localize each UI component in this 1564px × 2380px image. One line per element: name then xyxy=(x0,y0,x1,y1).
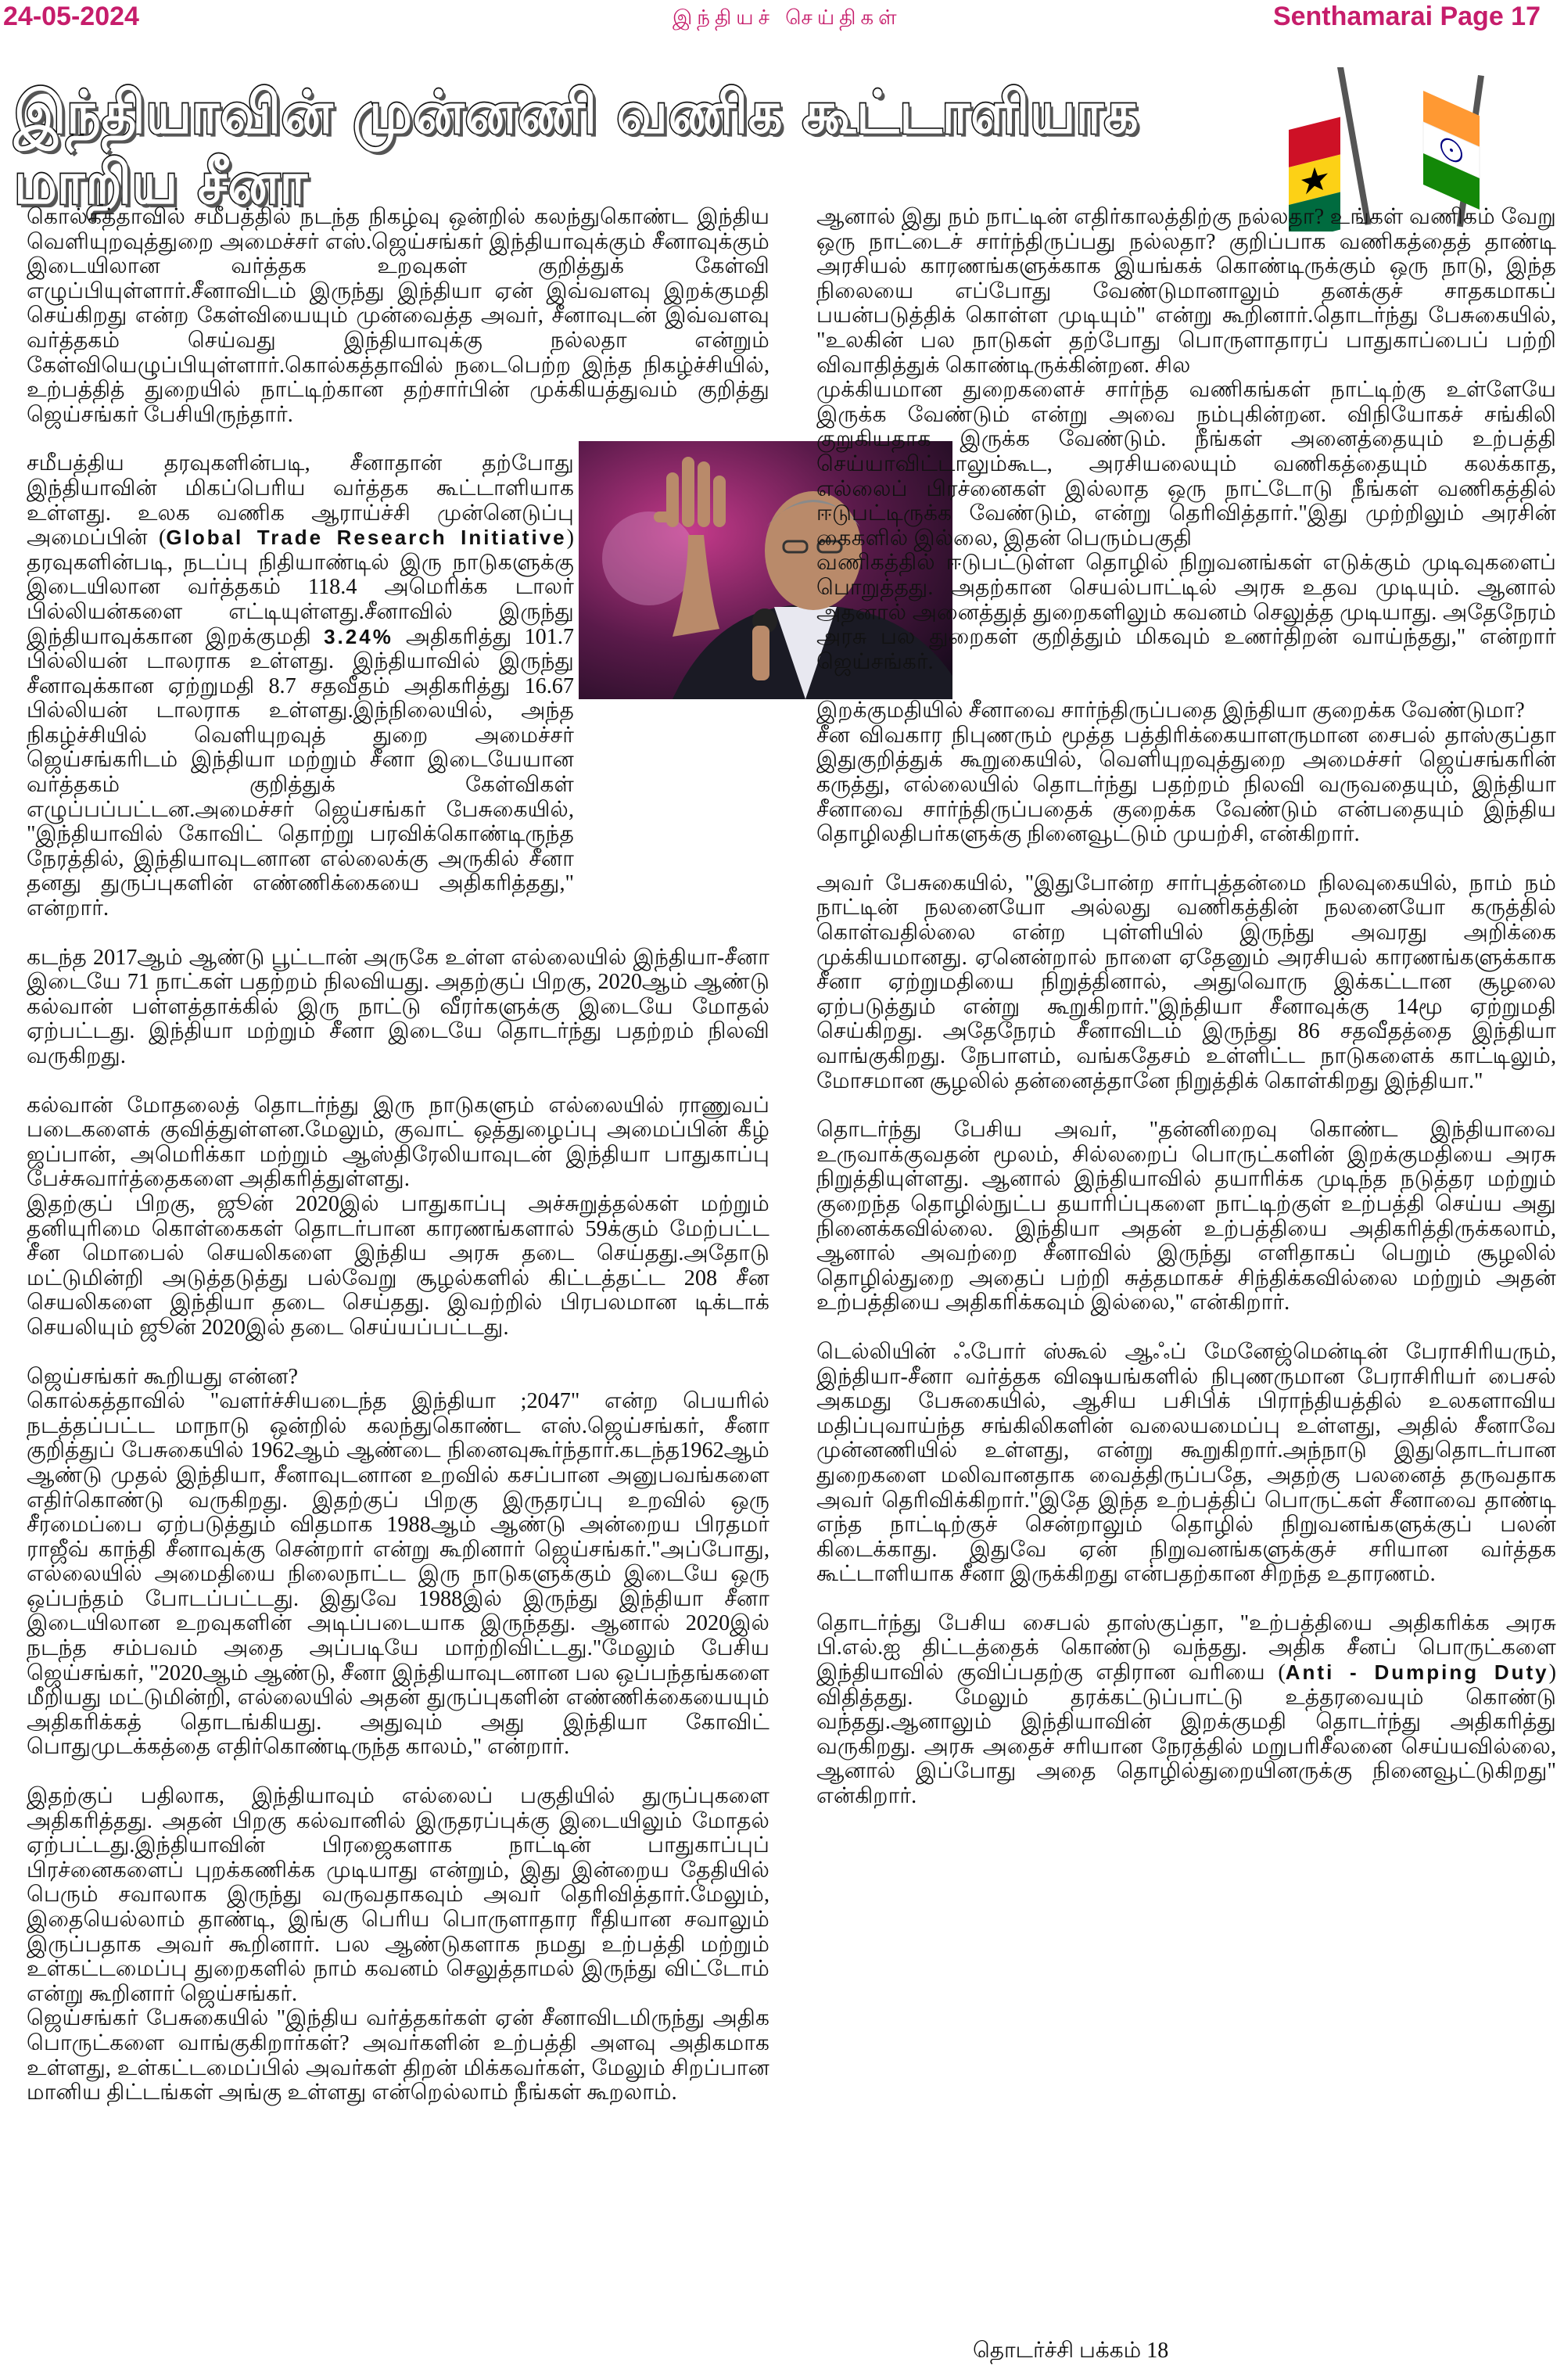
paragraph-text: கல்வான் மோதலைத் தொடர்ந்து இரு நாடுகளும் எல்லையில் ராணுவப் படைகளைக் குவித்துள்ளன.மேலும், குவாட் ஒத்துழைப்பு அமைப்பின் கீழ் ஜப்பான், அமெரிக்கா மற்றும் ஆஸ்திரேலியாவுடன் இந்தியா பாதுகாப்பு பேச்சுவார்த்தைகளை அதிகரித்துள்ளது. xyxy=(27,1093,769,1192)
paragraph-text: டெல்லியின் ஃபோர் ஸ்கூல் ஆஃப் மேனேஜ்மென்டின் பேராசிரியரும், இந்தியா-சீனா வர்த்தக விஷயங்களில் நிபுணருமான பேராசிரியர் பைசல் அகமது பேசுகையில், ஆசிய பசிபிக் பிராந்தியத்தில் உலகளாவிய மதிப்புவாய்ந்த சங்கிலிகளின் வலையமைப்பு உள்ளது, அதில் சீனாவே முன்னணியில் உள்ளது, என்று கூறுகிறார்.அந்நாடு இதுதொடர்பான துறைகளை மலிவானதாக வைத்திருப்பதே, அதற்கு பலனைத் தருவதாக அவர் தெரிவிக்கிறார்."இதே இந்த உற்பத்திப் பொருட்கள் சீனாவை தாண்டி எந்த நாட்டிற்குச் சென்றாலும் தொழில் நிறுவனங்களுக்குப் பலன் கிடைக்காது. இதுவே ஏன் நிறுவனங்களுக்குச் சரியான வர்த்தக கூட்டாளியாக சீனா இருக்கிறது என்பதற்கான சிறந்த உதாரணம். xyxy=(816,1339,1556,1587)
paragraph xyxy=(816,871,1556,1093)
anti-dumping-duty-term: Anti - Dumping Duty xyxy=(1285,1660,1549,1685)
section-title: இந்தியச் செய்திகள் xyxy=(673,6,902,30)
page-label: Senthamarai Page 17 xyxy=(1272,2,1541,31)
paragraph xyxy=(27,1784,769,2006)
paragraph xyxy=(816,551,1556,674)
import-growth-percent: 3.24% xyxy=(324,624,393,648)
page-header xyxy=(0,0,1564,36)
paragraph-text: அவர் பேசுகையில், "இதுபோன்ற சார்புத்தன்மை நிலவுகையில், நாம் நம் நாட்டின் நலனையோ அல்லது வணிகத்தின் நலனையோ கருத்தில் கொள்வதில்லை என்ற புள்ளியில் இருந்து அவரது அறிக்கை முக்கியமானது. ஏனென்றால் நாளை ஏதேனும் அரசியல் காரணங்களுக்காக சீனா ஏற்றுமதியை நிறுத்தினால், அதுவொரு இக்கட்டான சூழலை ஏற்படுத்தும் என்று கூறுகிறார்."இந்தியா சீனாவுக்கு 14மூ ஏற்றுமதி செய்கிறது. அதேநேரம் சீனாவிடம் இருந்து 86 சதவீதத்தை இந்தியா வாங்குகிறது. நேபாளம், வங்கதேசம் உள்ளிட்ட நாடுகளைக் காட்டிலும், மோசமான சூழலில் தன்னைத்தானே நிறுத்திக் கொள்கிறது இந்தியா." xyxy=(816,871,1556,1093)
paragraph xyxy=(816,723,1556,847)
paragraph-text: அதிகரித்து 101.7 பில்லியன் டாலராக உள்ளது. இந்தியாவில் இருந்து சீனாவுக்கான ஏற்றுமதி 8.7 சதவீதம் அதிகரித்து 16.67 பில்லியன் டாலராக உள்ளது.இந்நிலையில், அந்த நிகழ்ச்சியில் வெளியுறவுத் துறை அமைச்சர் ஜெய்சங்கரிடம் இந்தியா மற்றும் சீனா இடையேயான வர்த்தகம் குறித்துக் கேள்விகள் எழுப்பப்பட்டன.அமைச்சர் ஜெய்சங்கர் பேசுகையில், "இந்தியாவில் கோவிட் தொற்று பரவிக்கொண்டிருந்த நேரத்தில், இந்தியாவுடனான எல்லைக்கு அருகில் சீனா தனது துருப்புகளின் எண்ணிக்கையை அதிகரித்தது," என்றார். xyxy=(27,624,574,921)
organisation-name: Global Trade Research Initiative xyxy=(166,526,567,550)
paragraph xyxy=(816,1611,1556,1809)
continued-on-page: தொடர்ச்சி பக்கம் 18 xyxy=(973,2339,1169,2363)
paragraph-text: இதற்குப் பதிலாக, இந்தியாவும் எல்லைப் பகுதியில் துருப்புகளை அதிகரித்தது. அதன் பிறகு கல்வானில் இருதரப்புக்கு இடையிலும் மோதல் ஏற்பட்டது.இந்தியாவின் பிரஜைகளாக நாட்டின் பாதுகாப்புப் பிரச்னைகளைப் புறக்கணிக்க முடியாது என்றும், இது இன்றைய தேதியில் பெரும் சவாலாக இருந்து வருவதாகவும் அவர் தெரிவித்தார்.மேலும், இதையெல்லாம் தாண்டி, இங்கு பெரிய பொருளாதார ரீதியான சவாலும் இருப்பதாக அவர் கூறினார். பல ஆண்டுகளாக நமது உற்பத்தி மற்றும் உள்கட்டமைப்பு துறைகளில் நாம் கவனம் செலுத்தாமல் இருந்து விட்டோம் என்று கூறினார் ஜெய்சங்கர். xyxy=(27,1784,769,2006)
paragraph xyxy=(816,205,1556,378)
paragraph xyxy=(816,1340,1556,1587)
subheading: இறக்குமதியில் சீனாவை சார்ந்திருப்பதை இந்தியா குறைக்க வேண்டுமா? xyxy=(816,698,1525,723)
article-headline: இந்தியாவின் முன்னணி வணிக கூட்டாளியாக மாறிய சீனா xyxy=(14,79,1139,217)
paragraph-text: ஆனால் இது நம் நாட்டின் எதிர்காலத்திற்கு நல்லதா? உங்கள் வணிகம் வேறு ஒரு நாட்டைச் சார்ந்திருப்பது நல்லதா? குறிப்பாக வணிகத்தைத் தாண்டி அரசியல் காரணங்களுக்காக இயங்கக் கொண்டிருக்கும் ஒரு நாடு, இந்த நிலையை எப்போது வேண்டுமானாலும் தனக்குச் சாதகமாகப் பயன்படுத்திக் கொள்ள முடியும்" என்று கூறினார்.தொடர்ந்து பேசுகையில், "உலகின் பல நாடுகள் தற்போது பொருளாதாரப் பாதுகாப்பைப் பற்றி விவாதித்துக் கொண்டிருக்கின்றன. சில xyxy=(816,205,1556,378)
right-column xyxy=(816,205,1556,1833)
paragraph xyxy=(27,2006,769,2105)
paragraph xyxy=(816,378,1556,551)
paragraph xyxy=(27,1389,769,1760)
paragraph xyxy=(27,946,769,1069)
paragraph-text: இதற்குப் பிறகு, ஜூன் 2020இல் பாதுகாப்பு அச்சுறுத்தல்கள் மற்றும் தனியுரிமை கொள்கைகள் தொடர்பான காரணங்களால் 59க்கும் மேற்பட்ட சீன மொபைல் செயலிகளை இந்திய அரசு தடை செய்தது.அதோடு மட்டுமின்றி அடுத்தடுத்து பல்வேறு சூழல்களில் கிட்டத்தட்ட 208 சீன செயலிகளை இந்தியா தடை செய்தது. இவற்றில் பிரபலமான டிக்டாக் செயலியும் ஜூன் 2020இல் தடை செய்யப்பட்டது. xyxy=(27,1191,769,1340)
paragraph xyxy=(27,1192,769,1341)
paragraph-text: முக்கியமான துறைகளைச் சார்ந்த வணிகங்கள் நாட்டிற்கு உள்ளேயே இருக்க வேண்டும் என்று அவை நம்புகின்றன. விநியோகச் சங்கிலி குறுகியதாக இருக்க வேண்டும். நீங்கள் அனைத்தையும் உற்பத்தி செய்யாவிட்டாலும்கூட, அரசியலையும் வணிகத்தையும் கலக்காத, எல்லைப் பிரச்னைகள் இல்லாத ஒரு நாட்டோடு நீங்கள் வணிகத்தில் ஈடுபட்டிருக்க வேண்டும், என்று தெரிவித்தார்."இது முற்றிலும் அரசின் கைகளில் இல்லை, இதன் பெரும்பகுதி xyxy=(816,378,1556,551)
paragraph-text: கொல்கத்தாவில் "வளர்ச்சியடைந்த இந்தியா ;2047" என்ற பெயரில் நடத்தப்பட்ட மாநாடு ஒன்றில் கலந்துகொண்ட எஸ்.ஜெய்சங்கர், சீனா குறித்துப் பேசுகையில் 1962ஆம் ஆண்டை நினைவுகூர்ந்தார்.கடந்த1962ஆம் ஆண்டு முதல் இந்தியா, சீனாவுடனான உறவில் கசப்பான அனுபவங்களை எதிர்கொண்டு வருகிறது. இதற்குப் பிறகு இருதரப்பு உறவில் ஒரு சீரமைப்பை ஏற்படுத்தும் விதமாக 1988ஆம் ஆண்டு அன்றைய பிரதமர் ராஜீவ் காந்தி சீனாவுக்கு சென்றார் என்று கூறினார் ஜெய்சங்கர்."அப்போது, எல்லையில் அமைதியை நிலைநாட்ட இரு நாடுகளுக்கும் இடையே ஒரு ஒப்பந்தம் போடப்பட்டது. இதுவே 1988இல் இருந்து இந்தியா சீனா இடையிலான உறவுகளின் அடிப்படையாக இருந்தது. ஆனால் 2020இல் நடந்த சம்பவம் அதை அப்படியே மாற்றிவிட்டது."மேலும் பேசிய ஜெய்சங்கர், "2020ஆம் ஆண்டு, சீனா இந்தியாவுடனான பல ஒப்பந்தங்களை மீறியது மட்டுமின்றி, எல்லையில் அதன் துருப்புகளின் எண்ணிக்கையையும் அதிகரிக்கத் தொடங்கியது. அதுவும் அது இந்தியா கோவிட் பொதுமுடக்கத்தை எதிர்கொண்டிருந்த காலம்," என்றார். xyxy=(27,1389,769,1760)
paragraph-text: சீன விவகார நிபுணரும் மூத்த பத்திரிக்கையாளருமான சைபல் தாஸ்குப்தா இதுகுறித்துக் கூறுகையில், வெளியுறவுத்துறை அமைச்சர் ஜெய்சங்கரின் கருத்து, எல்லையில் தொடர்ந்து பதற்றம் நிலவி வருவதையும், இந்தியா சீனாவை சார்ந்திருப்பதைக் குறைக்க வேண்டும் என்பதையும் இந்திய தொழிலதிபர்களுக்கு நினைவூட்டும் முயற்சி, என்கிறார். xyxy=(816,723,1556,847)
paragraph-text: தொடர்ந்து பேசிய சைபல் தாஸ்குப்தா, "உற்பத்தியை அதிகரிக்க அரசு பி.எல்.ஐ திட்டத்தைக் கொண்டு வந்தது. அதிக சீனப் பொருட்களை இந்தியாவில் குவிப்பதற்கு எதிரான வரியை ( xyxy=(816,1610,1556,1685)
paragraph-text: கடந்த 2017ஆம் ஆண்டு பூட்டான் அருகே உள்ள எல்லையில் இந்தியா-சீனா இடையே 71 நாட்கள் பதற்றம் நிலவியது. அதற்குப் பிறகு, 2020ஆம் ஆண்டு கல்வான் பள்ளத்தாக்கில் இரு நாட்டு வீரர்களுக்கு இடையே மோதல் ஏற்பட்டது. இந்தியா மற்றும் சீனா இடையே தொடர்ந்து பதற்றம் நிலவி வருகிறது. xyxy=(27,945,769,1068)
paragraph-text: ஜெய்சங்கர் பேசுகையில் "இந்திய வர்த்தகர்கள் ஏன் சீனாவிடமிருந்து அதிக பொருட்களை வாங்குகிறார்கள்? அவர்களின் உற்பத்தி அளவு அதிகமாக உள்ளது, உள்கட்டமைப்பில் அவர்கள் திறன் மிக்கவர்கள், மேலும் சிறப்பான மானிய திட்டங்கள் அங்கு உள்ளது என்றெல்லாம் நீங்கள் கூறலாம். xyxy=(27,2006,769,2105)
paragraph xyxy=(27,451,574,921)
paragraph xyxy=(27,205,769,427)
paragraph-text: தொடர்ந்து பேசிய அவர், "தன்னிறைவு கொண்ட இந்தியாவை உருவாக்குவதன் மூலம், சில்லறைப் பொருட்களின் இறக்குமதியை அரசு நிறுத்தியுள்ளது. ஆனால் இந்தியாவில் தயாரிக்க முடிந்த நடுத்தர மற்றும் குறைந்த தொழில்நுட்ப தயாரிப்புகளை நாட்டிற்குள் உற்பத்தி செய்ய அது நினைக்கவில்லை. இந்தியா அதன் உற்பத்தியை அதிகரித்திருக்கலாம், ஆனால் அவற்றை சீனாவில் இருந்து எளிதாகப் பெறும் சூழலில் தொழில்துறை அதைப் பற்றி சுத்தமாகச் சிந்திக்கவில்லை மற்றும் அதன் உற்பத்தியை அதிகரிக்கவும் இல்லை," என்கிறார். xyxy=(816,1118,1557,1316)
paragraph-text: சமீபத்திய தரவுகளின்படி, சீனாதான் தற்போது இந்தியாவின் மிகப்பெரிய வர்த்தக கூட்டாளியாக உள்ளது. உலக வணிக ஆராய்ச்சி முன்னெடுப்பு அமைப்பின் ( xyxy=(27,451,574,551)
paragraph-text: வணிகத்தில் ஈடுபட்டுள்ள தொழில் நிறுவனங்கள் எடுக்கும் முடிவுகளைப் பொறுத்தது. அதற்கான செயல்பாட்டில் அரசு உதவ முடியும். ஆனால் அதனால் அனைத்துத் துறைகளிலும் கவனம் செலுத்த முடியாது. அதேநேரம் அரசு பல துறைகள் குறித்தும் மிகவும் உணர்திறன் வாய்ந்தது," என்றார் ஜெய்சங்கர். xyxy=(816,551,1556,674)
paragraph xyxy=(27,1093,769,1192)
paragraph-text: ) விதித்தது. மேலும் தரக்கட்டுப்பாட்டு உத்தரவையும் கொண்டு வந்தது.ஆனாலும் இந்தியாவின் இறக்குமதி தொடர்ந்து அதிகரித்து வருகிறது. அரசு அதைச் சரியான நேரத்தில் மறுபரிசீலனை செய்யவில்லை, ஆனால் இப்போது அதை தொழில்துறையினருக்கு நினைவூட்டுகிறது" என்கிறார். xyxy=(816,1660,1557,1809)
subheading: ஜெய்சங்கர் கூறியது என்ன? xyxy=(27,1364,299,1389)
paragraph xyxy=(816,1118,1556,1316)
paragraph-text: ) தரவுகளின்படி, நடப்பு நிதியாண்டில் இரு நாடுகளுக்கு இடையிலான வர்த்தகம் 118.4 அமெரிக்க டாலர் பில்லியன்களை எட்டியுள்ளது.சீனாவில் இருந்து இந்தியாவுக்கான இறக்குமதி xyxy=(27,526,575,649)
issue-date: 24-05-2024 xyxy=(3,2,139,31)
paragraph-text: கொல்கத்தாவில் சமீபத்தில் நடந்த நிகழ்வு ஒன்றில் கலந்துகொண்ட இந்திய வெளியுறவுத்துறை அமைச்சர் எஸ்.ஜெய்சங்கர் இந்தியாவுக்கும் சீனாவுக்கும் இடையிலான வர்த்தக உறவுகள் குறித்துக் கேள்வி எழுப்பியுள்ளார்.சீனாவிடம் இருந்து இந்தியா ஏன் இவ்வளவு இறக்குமதி செய்கிறது என்ற கேள்வியையும் முன்வைத்த அவர், சீனாவுடன் இவ்வளவு வர்த்தகம் செய்வது இந்தியாவுக்கு நல்லதா என்றும் கேள்வியெழுப்பியுள்ளார்.கொல்கத்தாவில் நடைபெற்ற இந்த நிகழ்ச்சியில், உற்பத்தித் துறையில் நாட்டிற்கான தற்சார்பின் முக்கியத்துவம் குறித்து ஜெய்சங்கர் பேசியிருந்தார். xyxy=(27,205,769,427)
